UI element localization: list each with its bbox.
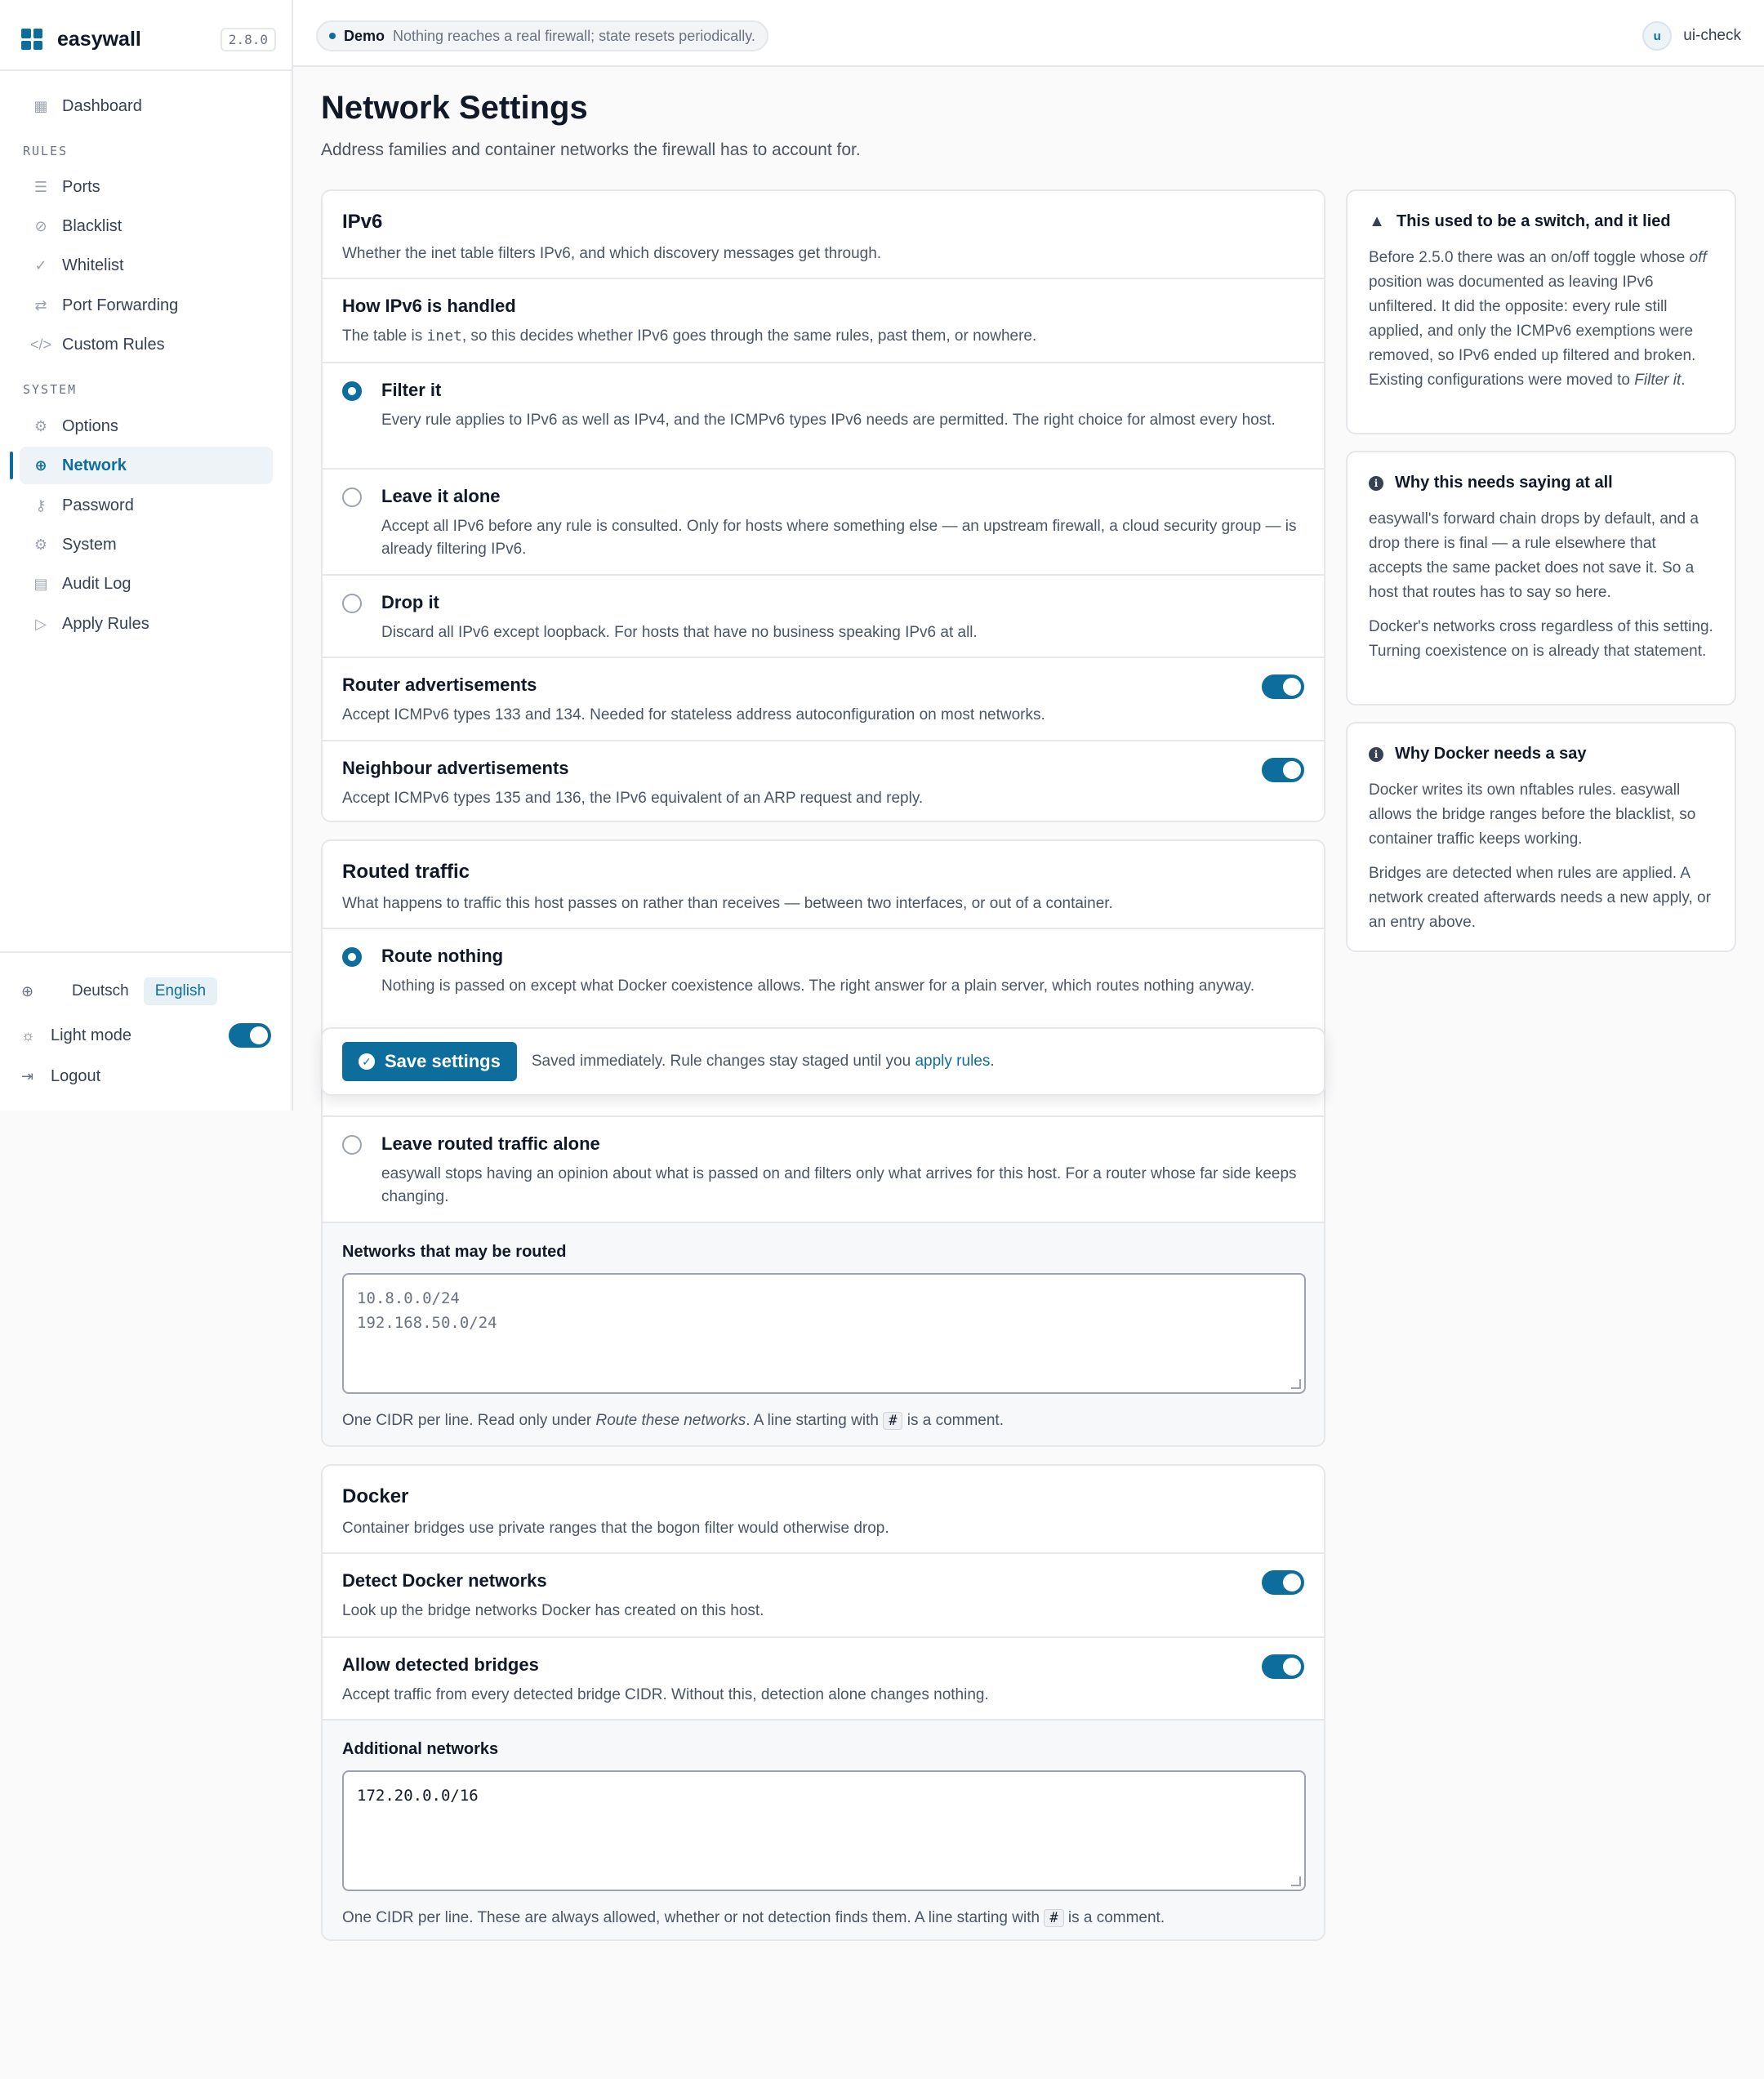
avatar: u xyxy=(1642,21,1672,51)
router-advertisements-toggle[interactable] xyxy=(1262,674,1304,699)
routed-networks-textarea[interactable] xyxy=(342,1273,1306,1394)
option-description: Accept all IPv6 before any rule is consulted. Only for hosts where something else — an upstream firewall, a cloud security group — is already filtering IPv6. xyxy=(381,518,1297,558)
row-title: Detect Docker networks xyxy=(342,1570,547,1591)
routed-networks-field xyxy=(323,1223,1324,1447)
lang-english-button[interactable]: English xyxy=(144,977,217,1005)
sidebar-item-apply-rules[interactable] xyxy=(20,605,273,643)
user-menu[interactable] xyxy=(1642,21,1741,51)
field-hint: One CIDR per line. Read only under Route these networks. A line starting with # is a comment. xyxy=(342,1412,1004,1429)
demo-label: Demo xyxy=(344,27,385,44)
option-title: Leave routed traffic alone xyxy=(381,1133,600,1154)
sidebar-item-label: System xyxy=(62,535,117,554)
additional-networks-textarea[interactable] xyxy=(342,1770,1306,1891)
save-bar xyxy=(321,1027,1325,1096)
divider xyxy=(0,69,292,71)
option-filter-it[interactable] xyxy=(323,363,1324,470)
arrows-icon: ⇄ xyxy=(34,296,47,314)
sidebar-item-ports[interactable] xyxy=(20,168,273,206)
easywall-logo-icon xyxy=(21,29,42,50)
gear-icon: ⚙ xyxy=(33,536,48,553)
card-title: Routed traffic xyxy=(342,861,470,883)
active-indicator xyxy=(10,452,13,479)
grid-icon: ▦ xyxy=(33,97,48,114)
sidebar-item-label: Blacklist xyxy=(62,216,122,235)
note-why-saying xyxy=(1346,451,1736,706)
row-title: Router advertisements xyxy=(342,674,537,695)
play-icon: ▷ xyxy=(35,615,47,632)
gear-icon: ⚙ xyxy=(33,417,48,434)
globe-icon: ⊕ xyxy=(34,456,47,474)
sidebar-item-custom-rules[interactable] xyxy=(20,326,273,363)
button-label: Save settings xyxy=(385,1051,501,1071)
note-paragraph: Bridges are detected when rules are applied. A network created afterwards needs a new apply, or an entry above. xyxy=(1369,865,1711,931)
nav-section-rules: RULES xyxy=(23,144,69,158)
option-leave-routed-traffic-alone[interactable] xyxy=(323,1117,1324,1223)
sidebar-item-label: Network xyxy=(62,456,127,474)
card-header xyxy=(323,1466,1324,1554)
option-description: Nothing is passed on except what Docker coexistence allows. The right answer for a plain server, which routes nothing anyway. xyxy=(381,977,1255,995)
router-advertisements-row xyxy=(323,658,1324,741)
allow-bridges-toggle[interactable] xyxy=(1262,1654,1304,1679)
row-description: Accept traffic from every detected bridge CIDR. Without this, detection alone changes nothing. xyxy=(342,1686,989,1703)
server-icon: ☰ xyxy=(33,178,48,195)
code-icon: </> xyxy=(29,336,52,353)
option-title: Drop it xyxy=(381,592,439,612)
option-title: Filter it xyxy=(381,380,442,400)
sidebar-item-password[interactable] xyxy=(20,487,273,524)
row-description: The table is inet, so this decides whether IPv6 goes through the same rules, past them, or nowhere. xyxy=(342,327,1037,345)
sidebar-item-label: Dashboard xyxy=(62,96,142,115)
option-description: Discard all IPv6 except loopback. For hosts that have no business speaking IPv6 at all. xyxy=(381,624,978,641)
row-description: Look up the bridge networks Docker has created on this host. xyxy=(342,1602,764,1619)
additional-networks-field xyxy=(323,1721,1324,1941)
info-icon: i xyxy=(1369,476,1383,491)
sidebar-item-label: Ports xyxy=(62,177,100,196)
row-title: Allow detected bridges xyxy=(342,1654,539,1675)
docker-card xyxy=(321,1464,1325,1941)
save-settings-button[interactable] xyxy=(342,1042,517,1081)
radio-leave-routed-traffic-alone[interactable] xyxy=(342,1135,362,1155)
note-paragraph: easywall's forward chain drops by default, and a drop there is final — a rule elsewhere that accepts the same packet does not save it. So a host that routes has to say so here. xyxy=(1369,510,1699,601)
row-title: How IPv6 is handled xyxy=(342,296,516,316)
sidebar-item-label: Whitelist xyxy=(62,256,124,274)
sidebar-item-label: Apply Rules xyxy=(62,614,149,633)
check-icon: ✓ xyxy=(359,1053,375,1070)
field-label: Additional networks xyxy=(342,1740,499,1758)
card-description: Whether the inet table filters IPv6, and which discovery messages get through. xyxy=(342,245,882,262)
sidebar-item-label: Port Forwarding xyxy=(62,296,179,314)
note-paragraph: Docker writes its own nftables rules. easywall allows the bridge ranges before the blacklist, so container traffic keeps working. xyxy=(1369,781,1696,848)
note-paragraph: Before 2.5.0 there was an on/off toggle whose off position was documented as leaving IPv6 unfiltered. It did the opposite: every rule still applied, and only the ICMPv6 exemptions were removed, so IPv6 ended up filtered and broken. Existing configurations were moved to Filter it. xyxy=(1369,249,1707,389)
option-description: Every rule applies to IPv6 as well as IPv4, and the ICMPv6 types IPv6 needs are permitted. The right choice for almost every host. xyxy=(381,412,1276,429)
light-mode-row xyxy=(21,1023,271,1048)
option-title: Route nothing xyxy=(381,946,504,966)
sidebar-item-audit-log[interactable] xyxy=(20,565,273,603)
note-switch-history xyxy=(1346,189,1736,434)
radio-route-nothing[interactable] xyxy=(342,947,362,967)
card-title: Docker xyxy=(342,1485,409,1507)
radio-filter-it[interactable] xyxy=(342,381,362,401)
lang-deutsch-button[interactable]: Deutsch xyxy=(72,982,129,999)
apply-rules-link[interactable]: apply rules xyxy=(915,1053,991,1070)
textarea-line: 172.20.0.0/16 xyxy=(357,1787,479,1805)
row-description: Accept ICMPv6 types 133 and 134. Needed for stateless address autoconfiguration on most networks. xyxy=(342,706,1045,723)
row-title: Neighbour advertisements xyxy=(342,758,569,778)
globe-icon: ⊕ xyxy=(21,983,34,999)
logout-button[interactable] xyxy=(21,1067,100,1086)
key-icon: ⚷ xyxy=(35,496,47,514)
username: ui-check xyxy=(1683,27,1741,44)
ban-icon: ⊘ xyxy=(34,217,47,234)
radio-drop-it[interactable] xyxy=(342,594,362,613)
card-header xyxy=(323,841,1324,929)
logout-icon: ⇥ xyxy=(21,1068,34,1084)
sun-icon: ☼ xyxy=(21,1026,35,1044)
check-circle-icon: ✓ xyxy=(34,256,47,274)
allow-bridges-row xyxy=(323,1638,1324,1721)
ipv6-handling-header xyxy=(323,279,1324,363)
info-icon: i xyxy=(1369,747,1383,762)
topbar xyxy=(293,0,1764,67)
option-drop-it[interactable] xyxy=(323,576,1324,658)
sidebar-item-options[interactable] xyxy=(20,407,273,445)
field-label: Networks that may be routed xyxy=(342,1243,567,1261)
option-description: easywall stops having an opinion about what is passed on and filters only what arrives for this host. For a router whose far side keeps changing. xyxy=(381,1165,1297,1205)
note-title: i Why this needs saying at all xyxy=(1369,474,1713,492)
logout-label: Logout xyxy=(51,1067,101,1085)
demo-banner xyxy=(316,20,768,51)
sidebar-item-network[interactable] xyxy=(20,447,273,484)
version-badge: 2.8.0 xyxy=(220,28,276,51)
sidebar-item-label: Audit Log xyxy=(62,574,131,593)
sidebar-item-port-forwarding[interactable] xyxy=(20,287,273,324)
sidebar-item-label: Password xyxy=(62,496,134,514)
sidebar-item-dashboard[interactable] xyxy=(20,87,273,125)
card-title: IPv6 xyxy=(342,211,383,233)
ipv6-card xyxy=(321,189,1325,822)
page-title: Network Settings xyxy=(321,90,588,126)
note-why-docker xyxy=(1346,722,1736,952)
save-note: Saved immediately. Rule changes stay staged until you apply rules. xyxy=(531,1053,995,1070)
language-switcher xyxy=(21,977,220,1005)
brand-name: easywall xyxy=(57,27,141,51)
status-dot-icon xyxy=(329,33,336,39)
card-header xyxy=(323,191,1324,279)
textarea-line: 10.8.0.0/24 xyxy=(357,1289,460,1307)
neighbour-advertisements-row xyxy=(323,741,1324,822)
radio-leave-it-alone[interactable] xyxy=(342,487,362,507)
sidebar-item-whitelist[interactable] xyxy=(20,247,273,284)
routed-traffic-card xyxy=(321,839,1325,1447)
card-description: Container bridges use private ranges that the bogon filter would otherwise drop. xyxy=(342,1520,889,1537)
detect-docker-row xyxy=(323,1554,1324,1638)
brand xyxy=(21,24,276,54)
sidebar-footer xyxy=(0,951,292,1111)
option-leave-it-alone[interactable] xyxy=(323,470,1324,576)
card-description: What happens to traffic this host passes on rather than receives — between two interfaces, or out of a container. xyxy=(342,895,1113,912)
inline-code: inet xyxy=(426,327,462,345)
sidebar xyxy=(0,0,293,1111)
nav-section-system: SYSTEM xyxy=(23,382,78,397)
sidebar-item-label: Options xyxy=(62,416,118,435)
sidebar-item-blacklist[interactable] xyxy=(20,207,273,245)
document-icon: ▤ xyxy=(33,575,48,592)
note-title: i Why Docker needs a say xyxy=(1369,745,1713,763)
option-route-nothing[interactable] xyxy=(323,929,1324,1035)
page-subtitle: Address families and container networks the firewall has to account for. xyxy=(321,140,861,159)
sidebar-item-label: Custom Rules xyxy=(62,335,165,354)
note-title: ▲ This used to be a switch, and it lied xyxy=(1369,212,1671,230)
textarea-line: 192.168.50.0/24 xyxy=(357,1314,497,1332)
row-description: Accept ICMPv6 types 135 and 136, the IPv6 equivalent of an ARP request and reply. xyxy=(342,790,924,807)
light-mode-label: Light mode xyxy=(51,1026,131,1044)
detect-docker-toggle[interactable] xyxy=(1262,1570,1304,1595)
field-hint: One CIDR per line. These are always allowed, whether or not detection finds them. A line starting with # is a comment. xyxy=(342,1909,1165,1926)
neighbour-advertisements-toggle[interactable] xyxy=(1262,758,1304,782)
light-mode-toggle[interactable] xyxy=(229,1023,271,1048)
option-title: Leave it alone xyxy=(381,486,501,506)
note-paragraph: Docker's networks cross regardless of this setting. Turning coexistence on is already that statement. xyxy=(1369,618,1713,660)
warning-icon: ▲ xyxy=(1369,212,1385,230)
demo-text: Nothing reaches a real firewall; state resets periodically. xyxy=(393,27,755,44)
sidebar-item-system[interactable] xyxy=(20,526,273,563)
